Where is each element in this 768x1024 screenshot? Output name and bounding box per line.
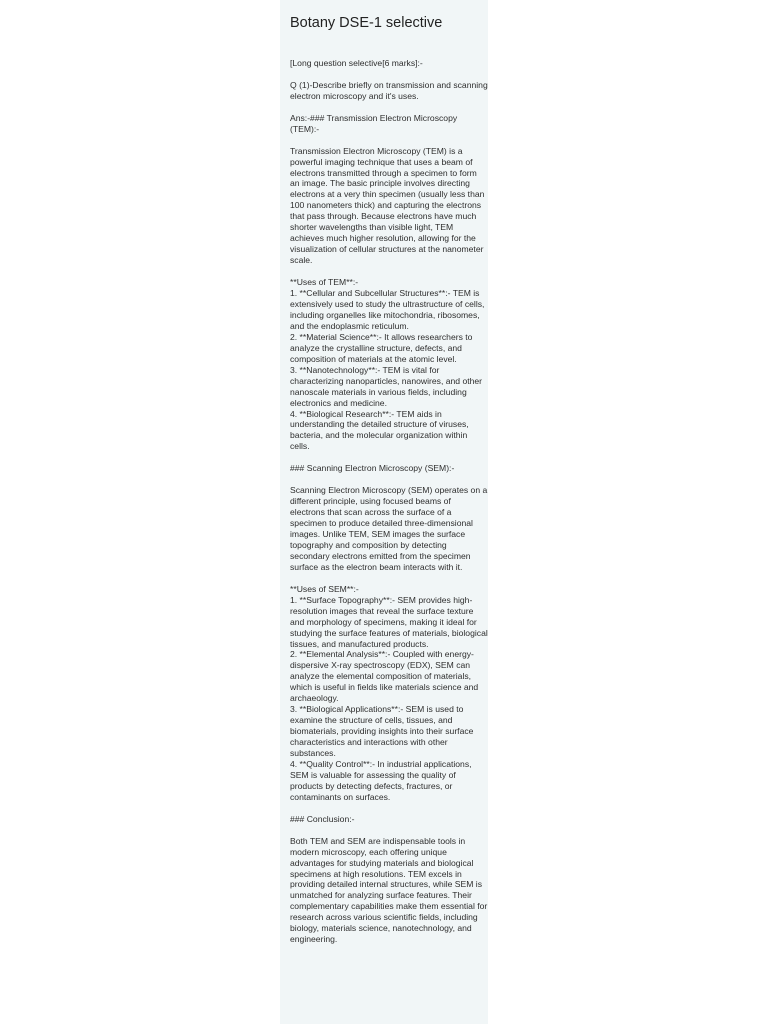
note-page[interactable] [280, 0, 488, 1024]
note-title[interactable]: Botany DSE-1 selective [290, 15, 443, 31]
note-body[interactable]: [Long question selective[6 marks]:- Q (1)-Describe briefly on transmission and scanning electron microscopy and it's uses. Ans:-### Transmission Electron Microscopy (TEM):- Transmission Electron Microscopy (TEM) is a powerful imaging technique that uses a beam of electrons transmitted through a specimen to form an image. The basic principle involves directing electrons at a very thin specimen (usually less than 100 nanometers thick) and capturing the electrons that pass through. Because electrons have much shorter wavelengths than visible light, TEM achieves much higher resolution, allowing for the visualization of cellular structures at the nanometer scale. **Uses of TEM**:- 1. **Cellular and Subcellular Structures**:- TEM is extensively used to study the ultrastructure of cells, including organelles like mitochondria, ribosomes, and the endoplasmic reticulum. 2. **Material Science**:- It allows researchers to analyze the crystalline structure, defects, and composition of materials at the atomic level. 3. **Nanotechnology**:- TEM is vital for characterizing nanoparticles, nanowires, and other nanoscale materials in various fields, including electronics and medicine. 4. **Biological Research**:- TEM aids in understanding the detailed structure of viruses, bacteria, and the molecular organization within cells. ### Scanning Electron Microscopy (SEM):- Scanning Electron Microscopy (SEM) operates on a different principle, using focused beams of electrons that scan across the surface of a specimen to produce detailed three-dimensional images. Unlike TEM, SEM images the surface topography and composition by detecting secondary electrons emitted from the specimen surface as the electron beam interacts with it. **Uses of SEM**:- 1. **Surface Topography**:- SEM provides high-resolution images that reveal the surface texture and morphology of specimens, making it ideal for studying the surface features of materials, biological tissues, and manufactured products. 2. **Elemental Analysis**:- Coupled with energy-dispersive X-ray spectroscopy (EDX), SEM can analyze the elemental composition of materials, which is useful in fields like materials science and archaeology. 3. **Biological Applications**:- SEM is used to examine the structure of cells, tissues, and biomaterials, providing insights into their surface characteristics and interactions with other substances. 4. **Quality Control**:- In industrial applications, SEM is valuable for assessing the quality of products by detecting defects, fractures, or contaminants on surfaces. ### Conclusion:- Both TEM and SEM are indispensable tools in modern microscopy, each offering unique advantages for studying materials and biological specimens at high resolutions. TEM excels in providing detailed internal structures, while SEM is unmatched for analyzing surface features. Their complementary capabilities make them essential for research across various scientific fields, including biology, materials science, nanotechnology, and engineering. [290, 58, 488, 945]
